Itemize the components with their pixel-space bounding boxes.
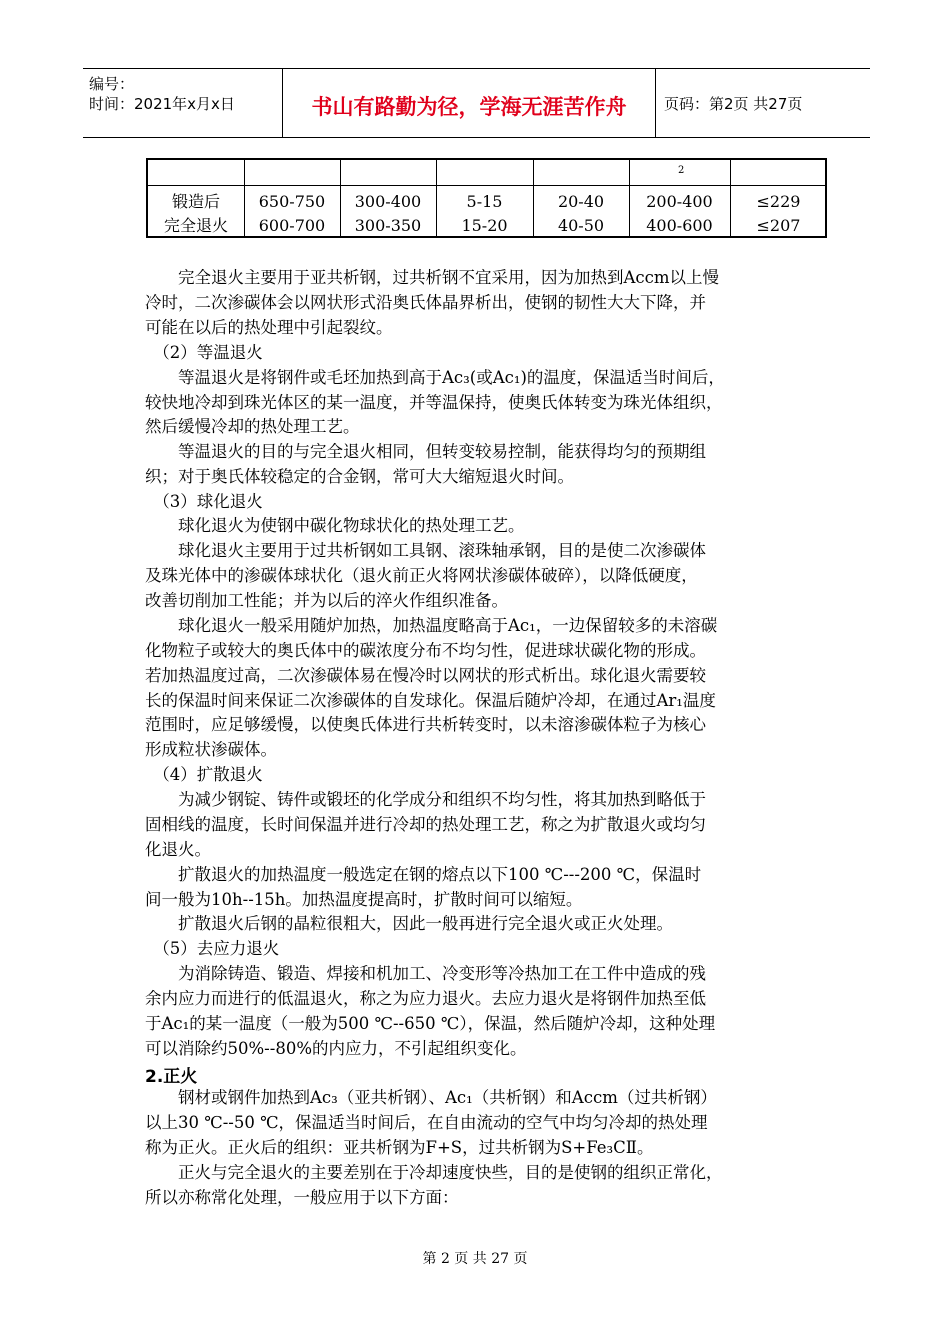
text-line: 改善切削加工性能；并为以后的淬火作组织准备。	[145, 591, 508, 610]
table-cell: 40-50	[557, 216, 605, 235]
text-line: 球化退火一般采用随炉加热，加热温度略高于Ac₁，一边保留较多的未溶碳	[145, 616, 718, 635]
text-line: 等温退火是将钢件或毛坯加热到高于Ac₃(或Ac₁)的温度，保温适当时间后，	[145, 368, 725, 387]
text-line: 球化退火主要用于过共析钢如工具钢、滚珠轴承钢，目的是使二次渗碳体	[145, 541, 706, 560]
text-line: 形成粒状渗碳体。	[145, 740, 277, 759]
text-line: 球化退火为使钢中碳化物球状化的热处理工艺。	[145, 516, 525, 535]
text-line: 固相线的温度，长时间保温并进行冷却的热处理工艺，称之为扩散退火或均匀	[145, 815, 706, 834]
text-line: 然后缓慢冷却的热处理工艺。	[145, 417, 360, 436]
table-cell: 400-600	[646, 216, 713, 235]
text-line: 化物粒子或较大的奥氏体中的碳浓度分布不均匀性，促进球状碳化物的形成。	[145, 641, 706, 660]
subheading: （5）去应力退火	[145, 939, 280, 958]
text-line: 于Ac₁的某一温度（一般为500 ℃--650 ℃），保温，然后随炉冷却，这种处理	[145, 1014, 716, 1033]
table-cell: 15-20	[461, 216, 508, 235]
section-heading: 2.正火	[145, 1067, 198, 1087]
text-line: 可以消除约50%--80%的内应力，不引起组织变化。	[145, 1039, 527, 1058]
table-cell: 锻造后	[171, 192, 220, 211]
page-header	[83, 68, 870, 138]
text-line: 正火与完全退火的主要差别在于冷却速度快些，目的是使钢的组织正常化，	[145, 1163, 723, 1182]
header-motto-cell	[283, 69, 656, 137]
annealing-parameter-table	[146, 158, 827, 238]
text-line: 织；对于奥氏体较稳定的合金钢，常可大大缩短退火时间。	[145, 467, 574, 486]
text-line: 完全退火主要用于亚共析钢，过共析钢不宜采用，因为加热到Accm以上慢	[145, 268, 720, 287]
text-line: 间一般为10h--15h。加热温度提高时，扩散时间可以缩短。	[145, 890, 583, 909]
header-motto: 书山有路勤为径，学海无涯苦作舟	[311, 95, 627, 119]
subheading: （2）等温退火	[145, 343, 263, 362]
text-line: 化退火。	[145, 840, 211, 859]
text-line: 若加热温度过高，二次渗碳体易在慢冷时以网状的形式析出。球化退火需要较	[145, 666, 706, 685]
text-line: 为消除铸造、锻造、焊接和机加工、冷变形等冷热加工在工件中造成的残	[145, 964, 706, 983]
table-cell: 600-700	[258, 216, 326, 235]
doc-code-label: 编号：	[89, 75, 135, 93]
page-footer: 第 2 页 共 27 页	[422, 1251, 528, 1267]
text-line: 及珠光体中的渗碳体球状化（退火前正火将网状渗碳体破碎），以降低硬度，	[145, 566, 698, 585]
header-meta-cell	[83, 69, 283, 137]
table-header-note: 2	[678, 165, 685, 176]
text-line: 钢材或钢件加热到Ac₃（亚共析钢）、Ac₁（共析钢）和Accm（过共析钢）	[145, 1088, 717, 1107]
text-line: 余内应力而进行的低温退火，称之为应力退火。去应力退火是将钢件加热至低	[145, 989, 706, 1008]
text-line: 以上30 ℃--50 ℃，保温适当时间后，在自由流动的空气中均匀冷却的热处理	[145, 1113, 708, 1132]
text-line: 范围时，应足够缓慢，以使奥氏体进行共析转变时，以未溶渗碳体粒子为核心	[145, 715, 706, 734]
page-number-label: 页码：第2页 共27页	[664, 95, 803, 113]
table-cell: 完全退火	[163, 216, 228, 235]
table-cell: 5-15	[466, 192, 503, 211]
table-cell: 300-350	[354, 216, 422, 235]
doc-time-label: 时间：2021年x月x日	[89, 95, 235, 113]
text-line: 冷时，二次渗碳体会以网状形式沿奥氏体晶界析出，使钢的韧性大大下降，并	[145, 293, 706, 312]
subheading: （4）扩散退火	[145, 765, 263, 784]
table-cell: ≤229	[756, 192, 801, 211]
table-header-row	[148, 160, 825, 186]
text-line: 较快地冷却到珠光体区的某一温度，并等温保持，使奥氏体转变为珠光体组织，	[145, 393, 723, 412]
text-line: 所以亦称常化处理，一般应用于以下方面：	[145, 1188, 459, 1207]
table-cell: 300-400	[354, 192, 422, 211]
text-line: 扩散退火后钢的晶粒很粗大，因此一般再进行完全退火或正火处理。	[145, 914, 673, 933]
table-cell: 200-400	[646, 192, 713, 211]
text-line: 可能在以后的热处理中引起裂纹。	[145, 318, 393, 337]
text-line: 长的保温时间来保证二次渗碳体的自发球化。保温后随炉冷却，在通过Ar₁温度	[145, 691, 716, 710]
table-cell: 20-40	[557, 192, 605, 211]
text-line: 称为正火。正火后的组织：亚共析钢为F+S，过共析钢为S+Fe₃CⅡ。	[145, 1138, 654, 1157]
text-line: 等温退火的目的与完全退火相同，但转变较易控制，能获得均匀的预期组	[145, 442, 706, 461]
table-cell: 650-750	[258, 192, 326, 211]
text-line: 为减少钢锭、铸件或锻坯的化学成分和组织不均匀性，将其加热到略低于	[145, 790, 706, 809]
subheading: （3）球化退火	[145, 492, 263, 511]
text-line: 扩散退火的加热温度一般选定在钢的熔点以下100 ℃---200 ℃，保温时	[145, 865, 702, 884]
table-cell: ≤207	[756, 216, 801, 235]
